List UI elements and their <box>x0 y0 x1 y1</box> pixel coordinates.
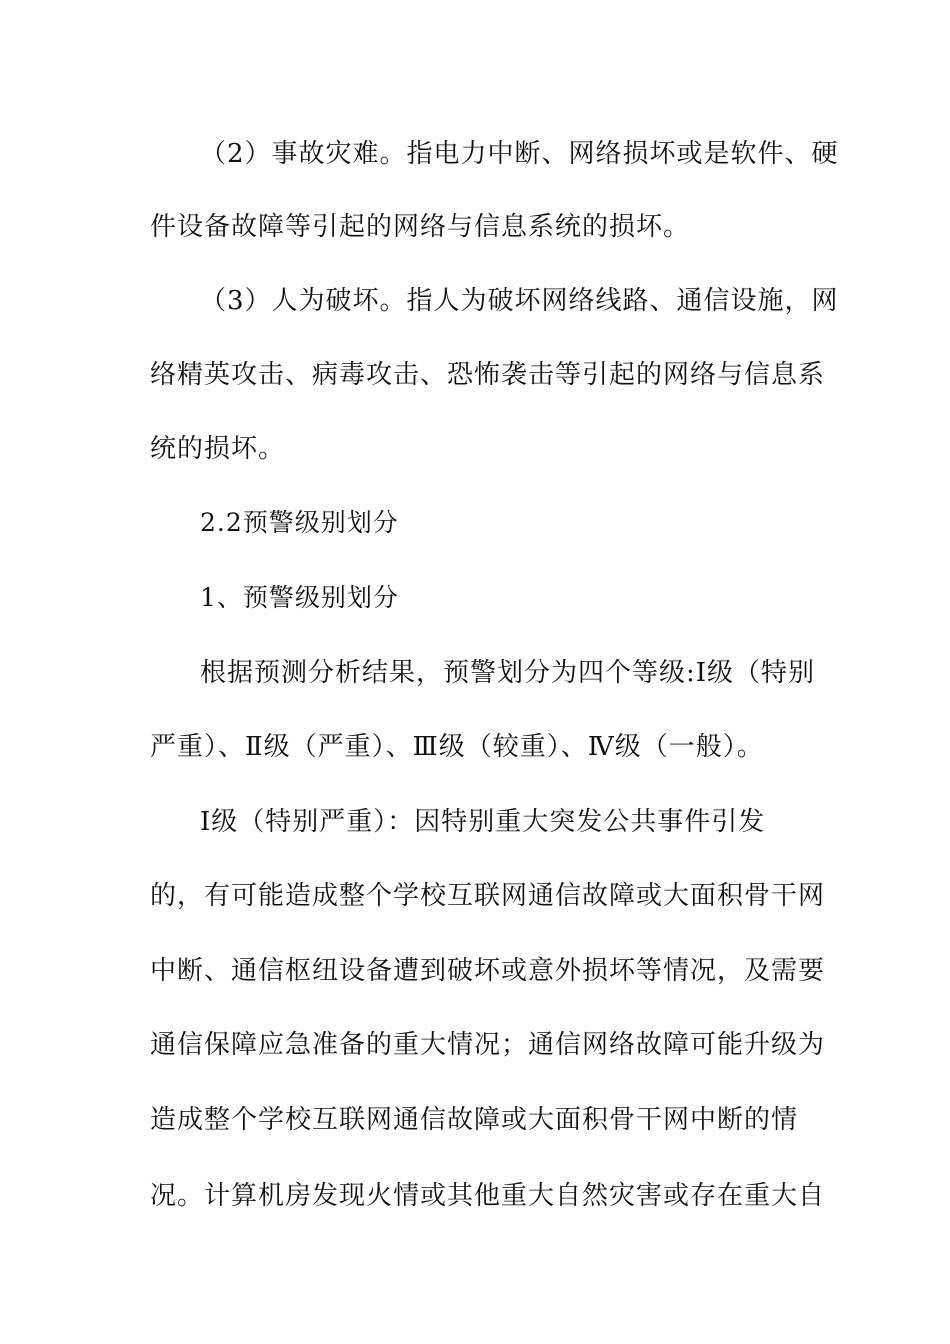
paragraph-line: （3）人为破坏。指人为破坏网络线路、通信设施，网 <box>200 286 839 316</box>
paragraph-line: 统的损坏。 <box>150 434 286 464</box>
paragraph-line: （2）事故灾难。指电力中断、网络损坏或是软件、硬 <box>200 139 839 169</box>
paragraph-line: 中断、通信枢纽设备遭到破坏或意外损坏等情况，及需要 <box>150 956 826 986</box>
section-heading: 2.2预警级别划分 <box>200 508 399 537</box>
paragraph-line: 的，有可能造成整个学校互联网通信故障或大面积骨干网 <box>150 881 826 911</box>
paragraph-line: 根据预测分析结果，预警划分为四个等级:Ⅰ级（特别 <box>200 658 816 688</box>
paragraph-line: Ⅰ级（特别严重）：因特别重大突发公共事件引发 <box>200 807 766 837</box>
paragraph-line: 造成整个学校互联网通信故障或大面积骨干网中断的情 <box>150 1105 799 1135</box>
paragraph-line: 件设备故障等引起的网络与信息系统的损坏。 <box>150 212 691 242</box>
subsection-heading: 1、预警级别划分 <box>200 583 399 612</box>
paragraph-line: 通信保障应急准备的重大情况；通信网络故障可能升级为 <box>150 1030 826 1060</box>
paragraph-line: 络精英攻击、病毒攻击、恐怖袭击等引起的网络与信息系 <box>150 360 826 390</box>
paragraph-line: 严重）、Ⅱ级（严重）、Ⅲ级（较重）、Ⅳ级（一般）。 <box>150 732 764 762</box>
paragraph-line: 况。计算机房发现火情或其他重大自然灾害或存在重大自 <box>150 1181 826 1211</box>
